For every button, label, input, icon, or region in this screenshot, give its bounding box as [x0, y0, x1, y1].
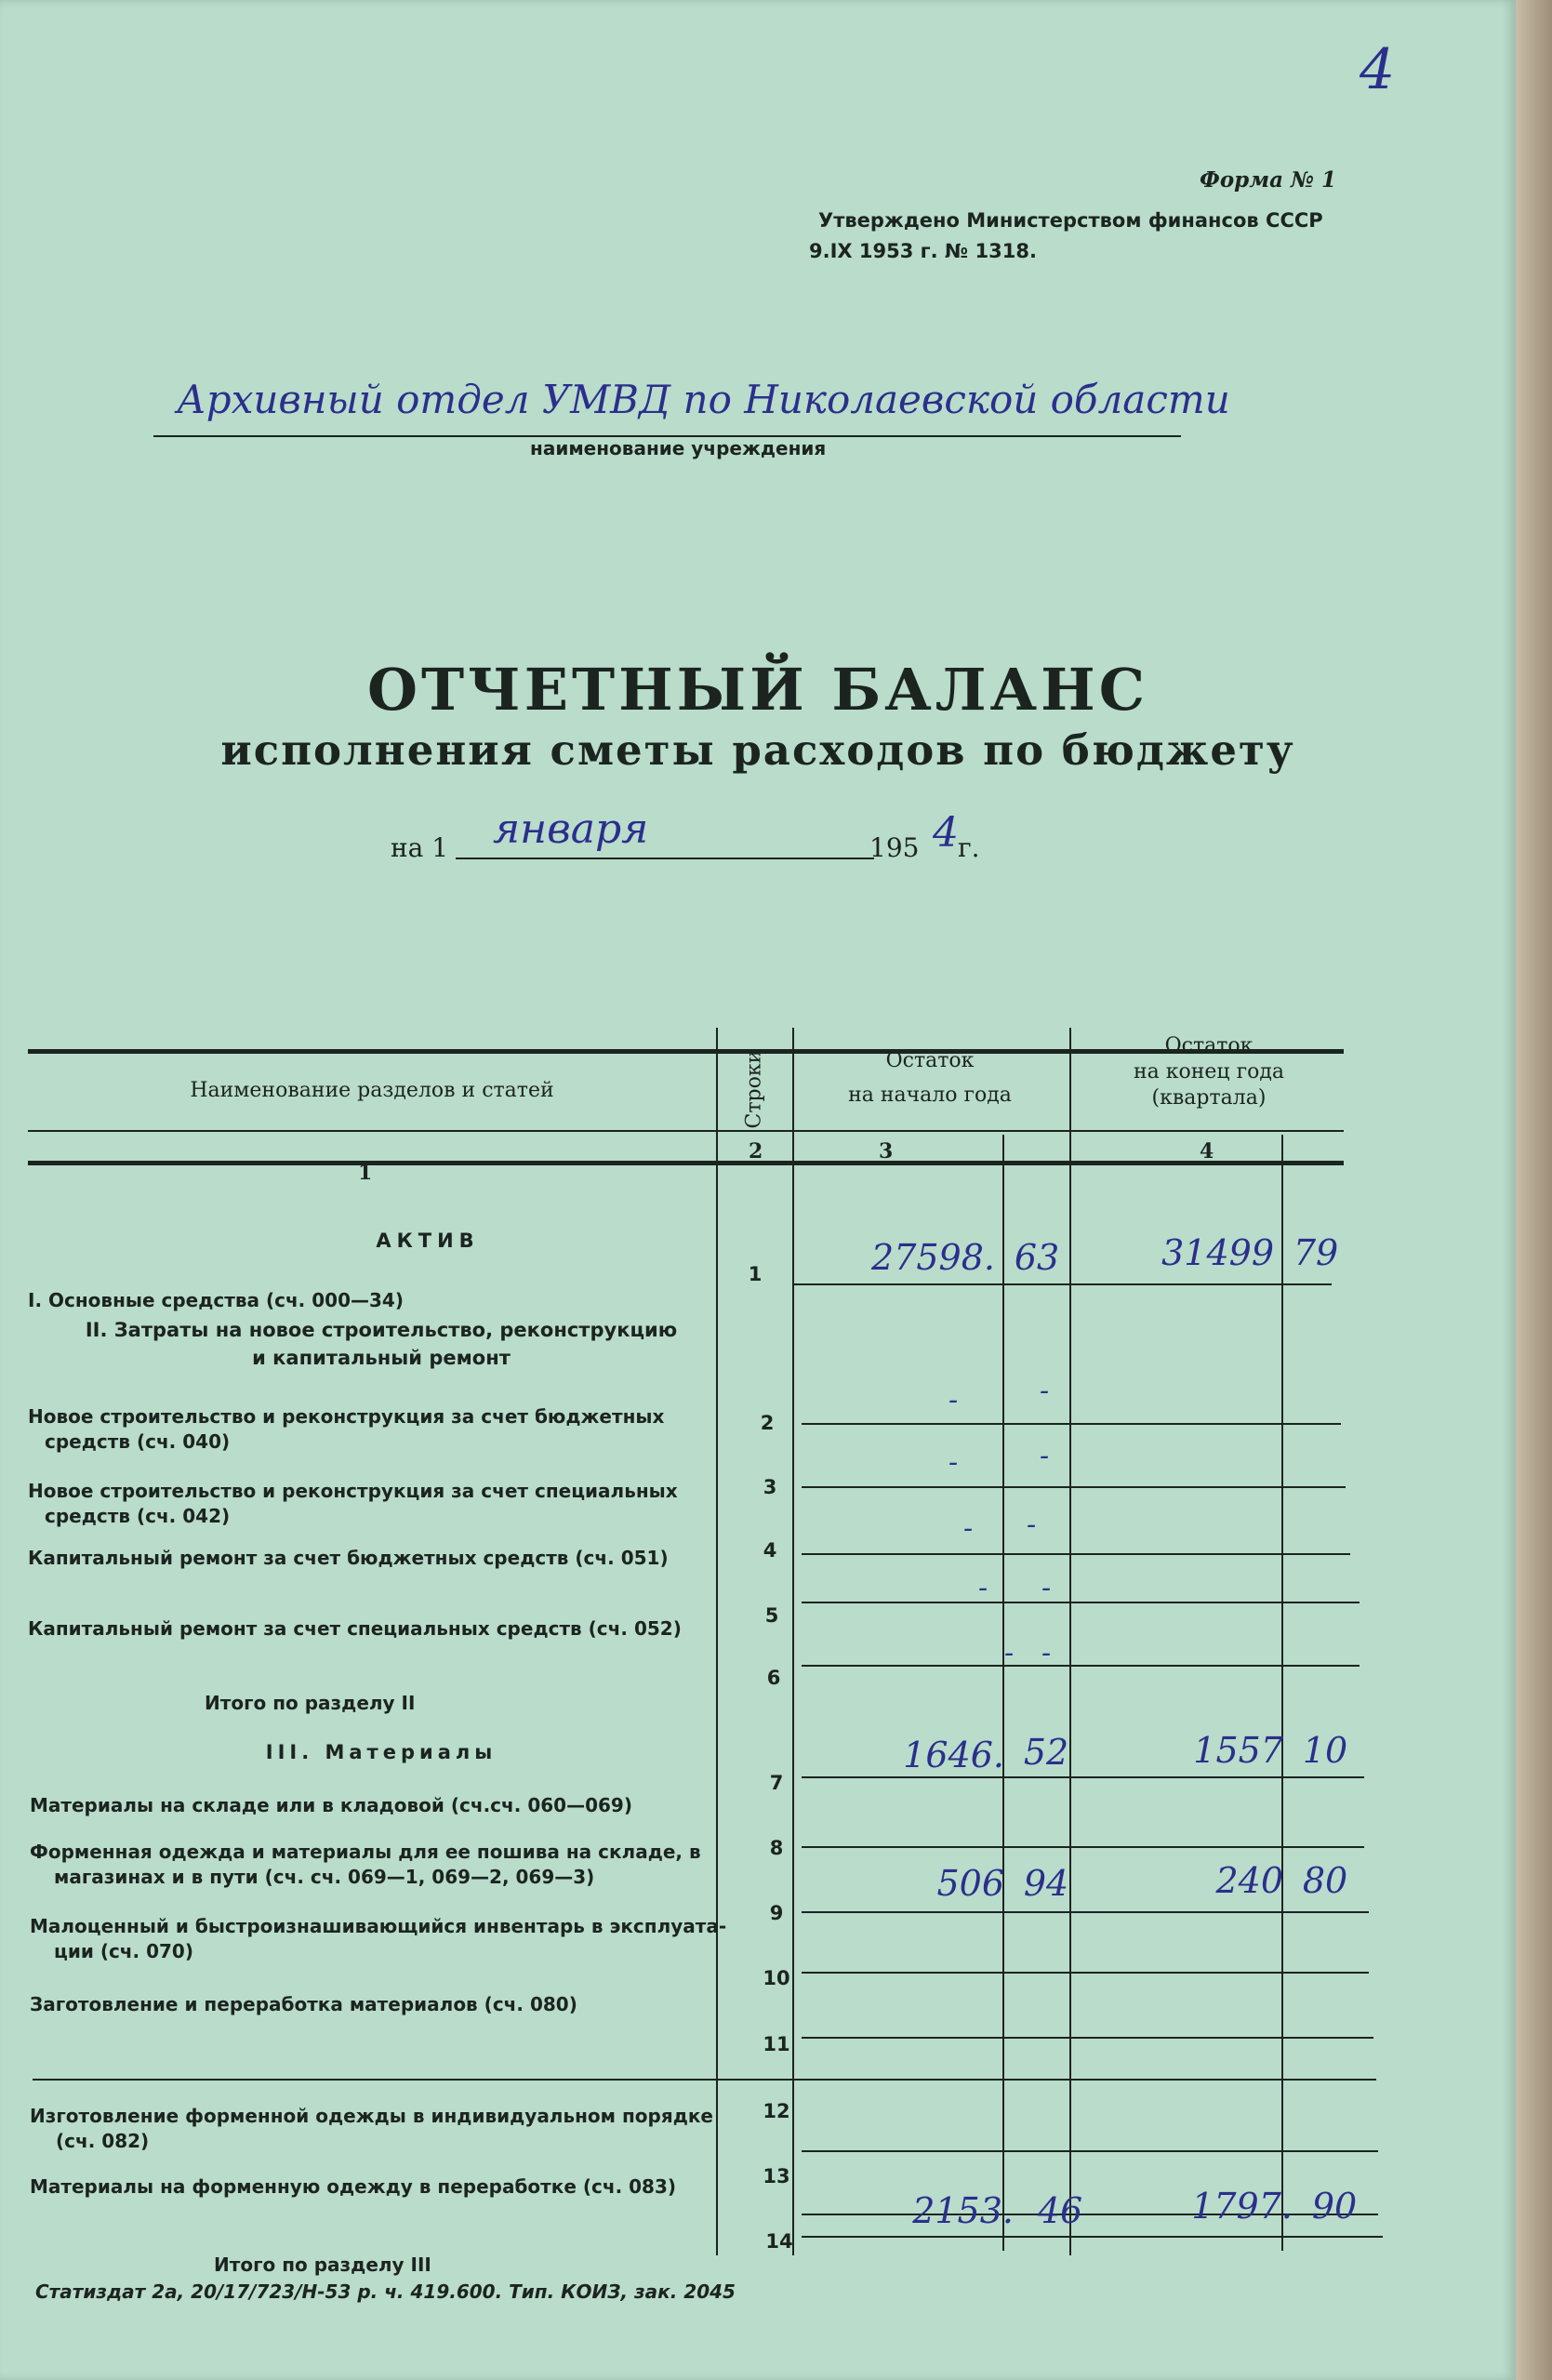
row-9-v3a: 506 — [936, 1863, 1004, 1904]
row-12-label2: (сч. 082) — [56, 2130, 150, 2152]
header-col4-line2: на конец года — [1133, 1060, 1285, 1084]
row-9-label2: ции (сч. 070) — [54, 1940, 193, 1962]
row-11-line — [802, 2037, 1373, 2039]
row-4-v3a: - — [963, 1512, 974, 1545]
row-10-num: 10 — [763, 1967, 790, 1989]
col-divider-1 — [716, 1028, 718, 2255]
row-1-v4b: 79 — [1293, 1232, 1339, 1273]
institution-caption: наименование учреждения — [530, 437, 827, 459]
section-aktiv: АКТИВ — [376, 1230, 480, 1252]
colnum-2: 2 — [749, 1139, 763, 1163]
row-8-line — [802, 1846, 1364, 1848]
row-2-num: 2 — [760, 1412, 775, 1434]
form-number: Форма № 1 — [1200, 167, 1337, 193]
col-divider-2 — [792, 1028, 794, 2255]
row-9-v4b: 80 — [1302, 1860, 1348, 1901]
row-6-num: 6 — [766, 1667, 781, 1689]
date-year-prefix: 195 — [869, 832, 920, 863]
approval-line-1: Утверждено Министерством финансов СССР — [818, 209, 1323, 232]
row-1-v3b: 63 — [1014, 1237, 1060, 1278]
colnum-3: 3 — [879, 1139, 894, 1163]
document-subtitle: исполнения сметы расходов по бюджету — [220, 725, 1295, 775]
col-divider-3b — [1002, 1135, 1004, 2251]
col-divider-4b — [1281, 1135, 1283, 2251]
row-4-label: Капитальный ремонт за счет бюджетных средств (сч. 051) — [28, 1547, 669, 1569]
row-5-label: Капитальный ремонт за счет специальных средств (сч. 052) — [28, 1617, 682, 1640]
row-5-line — [802, 1602, 1360, 1603]
row-4-v3b: - — [1027, 1509, 1037, 1541]
row-8-num: 8 — [769, 1837, 784, 1859]
row-9-v4a: 240 — [1215, 1860, 1283, 1901]
row-1-v3a: 27598. — [871, 1237, 995, 1278]
row-5-num: 5 — [764, 1604, 779, 1627]
section-2b: и капитальный ремонт — [252, 1347, 511, 1369]
institution-name: Архивный отдел УМВД по Николаевской области — [177, 377, 1230, 422]
row-11-bottom — [33, 2079, 1376, 2081]
row-7-v3b: 52 — [1023, 1732, 1069, 1773]
colnum-1: 1 — [358, 1161, 373, 1185]
row-14-v4b: 90 — [1311, 2186, 1358, 2227]
row-11-num: 11 — [763, 2033, 790, 2055]
colnum-divider — [28, 1161, 1344, 1165]
row-14-label: Итого по разделу III — [214, 2254, 431, 2276]
header-col4-line1: Остаток — [1164, 1034, 1254, 1057]
row-6-label: Итого по разделу II — [205, 1692, 416, 1714]
row-2-line — [802, 1423, 1341, 1425]
row-12-num: 12 — [763, 2100, 790, 2122]
header-col2: Строки — [742, 1049, 766, 1129]
row-3-label: Новое строительство и реконструкция за счет специальных — [28, 1480, 678, 1502]
row-10-line — [802, 1972, 1369, 1974]
row-13-label: Материалы на форменную одежду в переработке (сч. 083) — [30, 2175, 677, 2198]
row-6-v3a: - — [1004, 1637, 1015, 1669]
row-12-line — [802, 2150, 1378, 2152]
row-5-v3a: - — [978, 1572, 988, 1604]
date-year-digit: 4 — [933, 809, 959, 857]
row-12-label: Изготовление форменной одежды в индивидуальном порядке — [30, 2105, 713, 2127]
row-2-v3a: - — [948, 1384, 959, 1416]
row-3-line — [802, 1486, 1346, 1488]
row-3-v3b: - — [1040, 1440, 1050, 1472]
row-9-line — [802, 1911, 1369, 1913]
header-col3-line2: на начало года — [848, 1084, 1012, 1107]
row-1-num: 1 — [748, 1263, 763, 1285]
row-7-label: Материалы на складе или в кладовой (сч.сч. 060—069) — [30, 1794, 632, 1816]
header-col1: Наименование разделов и статей — [190, 1079, 554, 1102]
section-3: III. Материалы — [265, 1741, 497, 1763]
header-col3-line1: Остаток — [885, 1049, 975, 1072]
row-1-line — [792, 1283, 1332, 1285]
approval-line-2: 9.IX 1953 г. № 1318. — [809, 240, 1037, 262]
row-7-v4a: 1557 — [1193, 1730, 1283, 1771]
row-7-v4b: 10 — [1302, 1730, 1348, 1771]
section-2: II. Затраты на новое строительство, реконструкцию — [85, 1319, 678, 1341]
row-9-label: Малоценный и быстроизнашивающийся инвентарь в эксплуата- — [30, 1915, 727, 1937]
row-14-line — [802, 2236, 1383, 2238]
row-14-v4a: 1797. — [1191, 2186, 1293, 2227]
row-10-label: Заготовление и переработка материалов (сч. 080) — [30, 1993, 577, 2015]
date-suffix: г. — [958, 832, 980, 863]
date-month: января — [493, 805, 649, 853]
page-number: 4 — [1360, 37, 1396, 102]
document-title: ОТЧЕТНЫЙ БАЛАНС — [366, 656, 1149, 724]
header-divider — [28, 1130, 1344, 1132]
row-9-v3b: 94 — [1023, 1863, 1069, 1904]
row-2-label: Новое строительство и реконструкция за счет бюджетных — [28, 1405, 665, 1428]
printer-imprint: Статиздат 2а, 20/17/723/Н-53 р. ч. 419.600. Тип. КОИЗ, зак. 2045 — [35, 2280, 736, 2303]
row-3-label2: средств (сч. 042) — [45, 1505, 231, 1527]
row-3-v3a: - — [948, 1446, 959, 1479]
row-8-label: Форменная одежда и материалы для ее пошива на складе, в — [30, 1841, 701, 1863]
row-1-v4a: 31499 — [1161, 1232, 1274, 1273]
row-13-num: 13 — [763, 2165, 790, 2187]
row-7-v3a: 1646. — [903, 1735, 1004, 1775]
col-divider-3 — [1069, 1028, 1071, 2255]
row-14-num: 14 — [765, 2230, 793, 2253]
row-9-num: 9 — [769, 1902, 784, 1924]
row-4-num: 4 — [763, 1539, 777, 1562]
row-14-v3a: 2153. — [912, 2190, 1014, 2231]
header-col4-line3: (квартала) — [1151, 1086, 1267, 1110]
row-2-label2: средств (сч. 040) — [45, 1430, 231, 1453]
row-6-v3b: - — [1041, 1637, 1052, 1669]
date-prefix: на 1 — [391, 832, 449, 863]
row-7-line — [802, 1776, 1364, 1778]
row-5-v3b: - — [1041, 1572, 1052, 1604]
row-6-line — [802, 1665, 1360, 1667]
date-underline — [456, 858, 874, 859]
row-8-label2: магазинах и в пути (сч. сч. 069—1, 069—2, 069—3) — [54, 1866, 595, 1888]
row-1-label: I. Основные средства (сч. 000—34) — [28, 1289, 404, 1311]
row-2-v3b: - — [1040, 1375, 1050, 1407]
row-7-num: 7 — [769, 1772, 784, 1794]
row-3-num: 3 — [763, 1476, 777, 1498]
paper-edge — [1516, 0, 1552, 2380]
row-14-v3b: 46 — [1037, 2190, 1083, 2231]
colnum-4: 4 — [1200, 1139, 1214, 1163]
row-4-line — [802, 1553, 1350, 1555]
